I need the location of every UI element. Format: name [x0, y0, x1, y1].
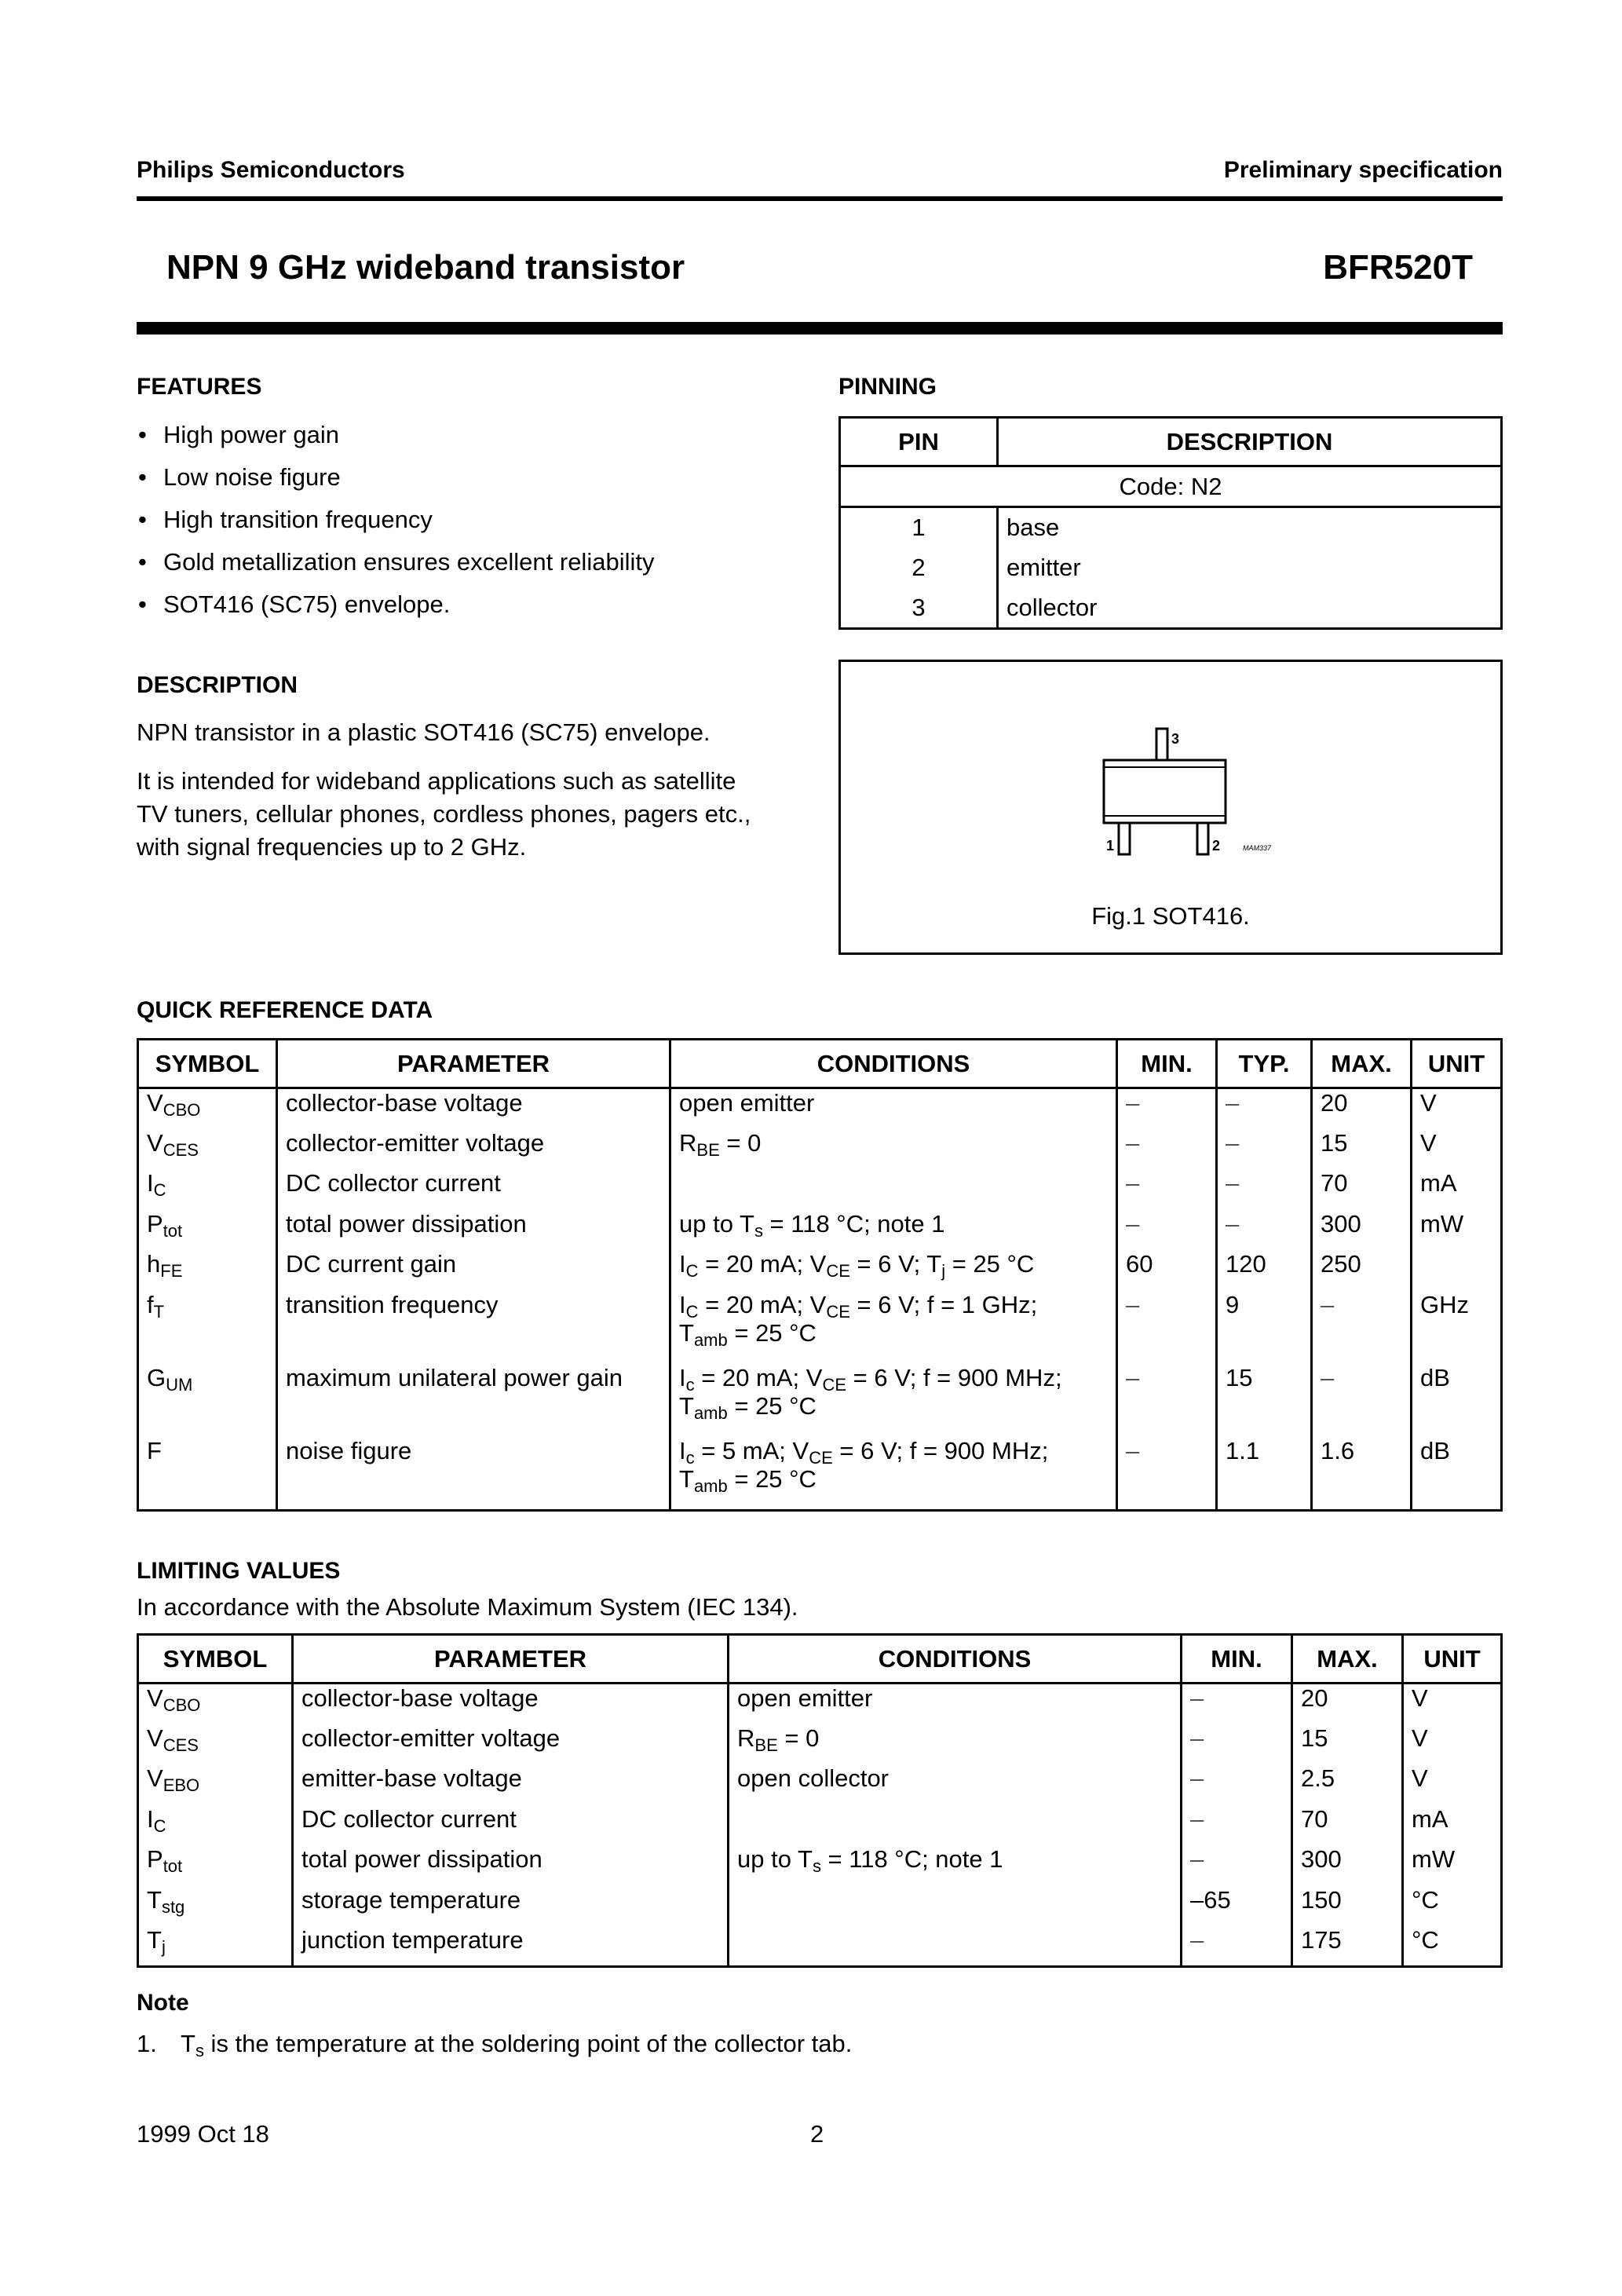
column-header: SYMBOL — [138, 1040, 277, 1088]
unit-cell: mA — [1403, 1805, 1502, 1845]
symbol-cell: $h_{FE}$ — [138, 1250, 277, 1291]
min-cell: – — [1182, 1805, 1292, 1845]
symbol-cell: $V_{CBO}$ — [138, 1088, 277, 1129]
min-cell: – — [1117, 1129, 1217, 1169]
description-line: TV tuners, cellular phones, cordless phones, pagers etc., — [137, 800, 751, 828]
unit-cell: V — [1412, 1129, 1502, 1169]
max-cell: 1.6 — [1312, 1437, 1412, 1511]
table-row — [138, 1684, 1502, 1724]
figure-caption: Fig.1 SOT416. — [1091, 902, 1250, 930]
column-header: MIN. — [1182, 1635, 1292, 1684]
description-column-header: DESCRIPTION — [998, 418, 1502, 466]
column-header: CONDITIONS — [729, 1635, 1182, 1684]
part-number: BFR520T — [1323, 248, 1473, 287]
table-row — [138, 1364, 1502, 1437]
column-header: SYMBOL — [138, 1635, 293, 1684]
column-header: MIN. — [1117, 1040, 1217, 1088]
unit-cell: °C — [1403, 1886, 1502, 1926]
parameter-cell: junction temperature — [293, 1926, 729, 1967]
pinning-heading: PINNING — [838, 374, 937, 400]
document-type: Preliminary specification — [1223, 157, 1503, 183]
unit-cell: dB — [1412, 1437, 1502, 1511]
description-line: with signal frequencies up to 2 GHz. — [137, 833, 527, 861]
unit-cell: V — [1403, 1724, 1502, 1764]
min-cell: – — [1117, 1088, 1217, 1129]
symbol-cell: $V_{CES}$ — [138, 1129, 277, 1169]
conditions-cell: up to $T_s = 118$ °C; note 1 — [670, 1210, 1117, 1250]
table-row — [138, 1724, 1502, 1764]
symbol-cell: $I_C$ — [138, 1169, 277, 1210]
max-cell: 70 — [1292, 1805, 1403, 1845]
parameter-cell: collector-emitter voltage — [293, 1724, 729, 1764]
pin-description: emitter — [998, 548, 1502, 588]
unit-cell: mA — [1412, 1169, 1502, 1210]
column-header: UNIT — [1403, 1635, 1502, 1684]
table-row — [138, 1250, 1502, 1291]
conditions-cell: open collector — [729, 1764, 1182, 1805]
min-cell: 60 — [1117, 1250, 1217, 1291]
table-row — [138, 1437, 1502, 1511]
company-name: Philips Semiconductors — [137, 157, 405, 183]
min-cell: – — [1117, 1169, 1217, 1210]
column-header: MAX. — [1292, 1635, 1403, 1684]
note-heading: Note — [137, 1990, 189, 2016]
typ-cell: 120 — [1217, 1250, 1312, 1291]
unit-cell: mW — [1412, 1210, 1502, 1250]
symbol-cell: $G_{UM}$ — [138, 1364, 277, 1437]
min-cell: – — [1182, 1926, 1292, 1967]
title-divider — [137, 322, 1503, 335]
feature-item: • High power gain — [137, 414, 812, 456]
table-row — [138, 1129, 1502, 1169]
symbol-cell: $T_{stg}$ — [138, 1886, 293, 1926]
column-header: PARAMETER — [293, 1635, 729, 1684]
min-cell: – — [1117, 1364, 1217, 1437]
typ-cell: – — [1217, 1210, 1312, 1250]
parameter-cell: DC collector current — [293, 1805, 729, 1845]
max-cell: 20 — [1292, 1684, 1403, 1724]
page-number: 2 — [810, 2120, 824, 2148]
max-cell: 70 — [1312, 1169, 1412, 1210]
symbol-cell: $V_{CES}$ — [138, 1724, 293, 1764]
conditions-cell — [729, 1926, 1182, 1967]
limiting-values-table — [137, 1633, 1503, 1968]
unit-cell: mW — [1403, 1845, 1502, 1886]
pin-column-header: PIN — [840, 418, 998, 466]
max-cell: 250 — [1312, 1250, 1412, 1291]
pin-number: 2 — [840, 548, 998, 588]
limiting-values-heading: LIMITING VALUES — [137, 1558, 341, 1584]
feature-item: • SOT416 (SC75) envelope. — [137, 583, 812, 626]
description-text-2 — [137, 765, 827, 864]
conditions-cell — [670, 1169, 1117, 1210]
min-cell: – — [1117, 1210, 1217, 1250]
quick-reference-heading: QUICK REFERENCE DATA — [137, 997, 433, 1023]
typ-cell: 9 — [1217, 1291, 1312, 1364]
limiting-values-intro: In accordance with the Absolute Maximum System (IEC 134). — [137, 1593, 798, 1621]
conditions-cell: $I_C = 20$ mA; $V_{CE} = 6$ V; f = 1 GHz; $T_{amb} = 25$ °C — [670, 1291, 1117, 1364]
symbol-cell: $I_C$ — [138, 1805, 293, 1845]
column-header: TYP. — [1217, 1040, 1312, 1088]
min-cell: – — [1117, 1291, 1217, 1364]
header-divider — [137, 196, 1503, 201]
symbol-cell: $P_{tot}$ — [138, 1210, 277, 1250]
parameter-cell: collector-base voltage — [277, 1088, 670, 1129]
table-row — [138, 1210, 1502, 1250]
table-row — [138, 1926, 1502, 1967]
package-code: Code: N2 — [840, 466, 1502, 507]
description-text-1: NPN transistor in a plastic SOT416 (SC75) envelope. — [137, 718, 711, 746]
conditions-cell: $R_{BE} = 0$ — [670, 1129, 1117, 1169]
note-text: $T_s$ is the temperature at the soldering point of the collector tab. — [181, 2030, 853, 2060]
typ-cell: – — [1217, 1088, 1312, 1129]
unit-cell: GHz — [1412, 1291, 1502, 1364]
conditions-cell: $I_c = 5$ mA; $V_{CE} = 6$ V; f = 900 MHz; $T_{amb} = 25$ °C — [670, 1437, 1117, 1511]
table-row — [138, 1291, 1502, 1364]
feature-item: • Gold metallization ensures excellent reliability — [137, 541, 812, 583]
parameter-cell: collector-emitter voltage — [277, 1129, 670, 1169]
conditions-cell: $I_C = 20$ mA; $V_{CE} = 6$ V; $T_j = 25$ °C — [670, 1250, 1117, 1291]
unit-cell: °C — [1403, 1926, 1502, 1967]
max-cell: – — [1312, 1364, 1412, 1437]
conditions-cell — [729, 1805, 1182, 1845]
column-header: CONDITIONS — [670, 1040, 1117, 1088]
symbol-cell: $f_T$ — [138, 1291, 277, 1364]
figure-sot416 — [838, 660, 1503, 955]
table-row — [138, 1845, 1502, 1886]
max-cell: 2.5 — [1292, 1764, 1403, 1805]
typ-cell: 15 — [1217, 1364, 1312, 1437]
parameter-cell: total power dissipation — [277, 1210, 670, 1250]
parameter-cell: DC current gain — [277, 1250, 670, 1291]
table-row — [138, 1805, 1502, 1845]
max-cell: 150 — [1292, 1886, 1403, 1926]
pin-description: base — [998, 507, 1502, 548]
symbol-cell: $T_j$ — [138, 1926, 293, 1967]
description-heading: DESCRIPTION — [137, 672, 298, 698]
min-cell: – — [1182, 1764, 1292, 1805]
parameter-cell: DC collector current — [277, 1169, 670, 1210]
note-number: 1. — [137, 2030, 157, 2057]
features-heading: FEATURES — [137, 374, 262, 400]
pin1-lead — [1119, 823, 1130, 854]
max-cell: 20 — [1312, 1088, 1412, 1129]
parameter-cell: storage temperature — [293, 1886, 729, 1926]
conditions-cell: up to $T_s = 118$ °C; note 1 — [729, 1845, 1182, 1886]
symbol-cell: F — [138, 1437, 277, 1511]
parameter-cell: transition frequency — [277, 1291, 670, 1364]
unit-cell — [1412, 1250, 1502, 1291]
footer-date: 1999 Oct 18 — [137, 2120, 269, 2148]
unit-cell: V — [1403, 1684, 1502, 1724]
table-row — [138, 1886, 1502, 1926]
min-cell: – — [1182, 1845, 1292, 1886]
feature-item: • High transition frequency — [137, 499, 812, 541]
unit-cell: V — [1412, 1088, 1502, 1129]
max-cell: – — [1312, 1291, 1412, 1364]
description-line: It is intended for wideband applications such as satellite — [137, 767, 736, 795]
symbol-cell: $P_{tot}$ — [138, 1845, 293, 1886]
pin2-lead — [1197, 823, 1208, 854]
conditions-cell: $R_{BE} = 0$ — [729, 1724, 1182, 1764]
min-cell: – — [1182, 1724, 1292, 1764]
pin1-label: 1 — [1106, 838, 1115, 854]
max-cell: 175 — [1292, 1926, 1403, 1967]
drawing-code: MAM337 — [1243, 844, 1272, 852]
conditions-cell: open emitter — [729, 1684, 1182, 1724]
parameter-cell: collector-base voltage — [293, 1684, 729, 1724]
pin3-label: 3 — [1171, 731, 1180, 747]
typ-cell: – — [1217, 1129, 1312, 1169]
symbol-cell: $V_{CBO}$ — [138, 1684, 293, 1724]
max-cell: 15 — [1312, 1129, 1412, 1169]
parameter-cell: noise figure — [277, 1437, 670, 1511]
symbol-cell: $V_{EBO}$ — [138, 1764, 293, 1805]
column-header: UNIT — [1412, 1040, 1502, 1088]
quick-reference-table — [137, 1038, 1503, 1512]
conditions-cell — [729, 1886, 1182, 1926]
parameter-cell: emitter-base voltage — [293, 1764, 729, 1805]
max-cell: 300 — [1292, 1845, 1403, 1886]
column-header: MAX. — [1312, 1040, 1412, 1088]
page-title: NPN 9 GHz wideband transistor — [166, 248, 685, 287]
unit-cell: dB — [1412, 1364, 1502, 1437]
min-cell: – — [1182, 1684, 1292, 1724]
features-list — [137, 414, 812, 626]
min-cell: –65 — [1182, 1886, 1292, 1926]
typ-cell: – — [1217, 1169, 1312, 1210]
typ-cell: 1.1 — [1217, 1437, 1312, 1511]
conditions-cell: open emitter — [670, 1088, 1117, 1129]
pinning-table — [838, 416, 1503, 630]
table-row — [138, 1169, 1502, 1210]
min-cell: – — [1117, 1437, 1217, 1511]
conditions-cell: $I_c = 20$ mA; $V_{CE} = 6$ V; f = 900 MHz; $T_{amb} = 25$ °C — [670, 1364, 1117, 1437]
table-row — [138, 1764, 1502, 1805]
parameter-cell: maximum unilateral power gain — [277, 1364, 670, 1437]
unit-cell: V — [1403, 1764, 1502, 1805]
package-body — [1104, 760, 1226, 823]
pin3-lead — [1156, 729, 1167, 760]
feature-item: • Low noise figure — [137, 456, 812, 499]
pin-number: 3 — [840, 588, 998, 629]
parameter-cell: total power dissipation — [293, 1845, 729, 1886]
pin2-label: 2 — [1212, 838, 1221, 854]
pin-number: 1 — [840, 507, 998, 548]
max-cell: 15 — [1292, 1724, 1403, 1764]
table-row — [138, 1088, 1502, 1129]
max-cell: 300 — [1312, 1210, 1412, 1250]
column-header: PARAMETER — [277, 1040, 670, 1088]
pin-description: collector — [998, 588, 1502, 629]
